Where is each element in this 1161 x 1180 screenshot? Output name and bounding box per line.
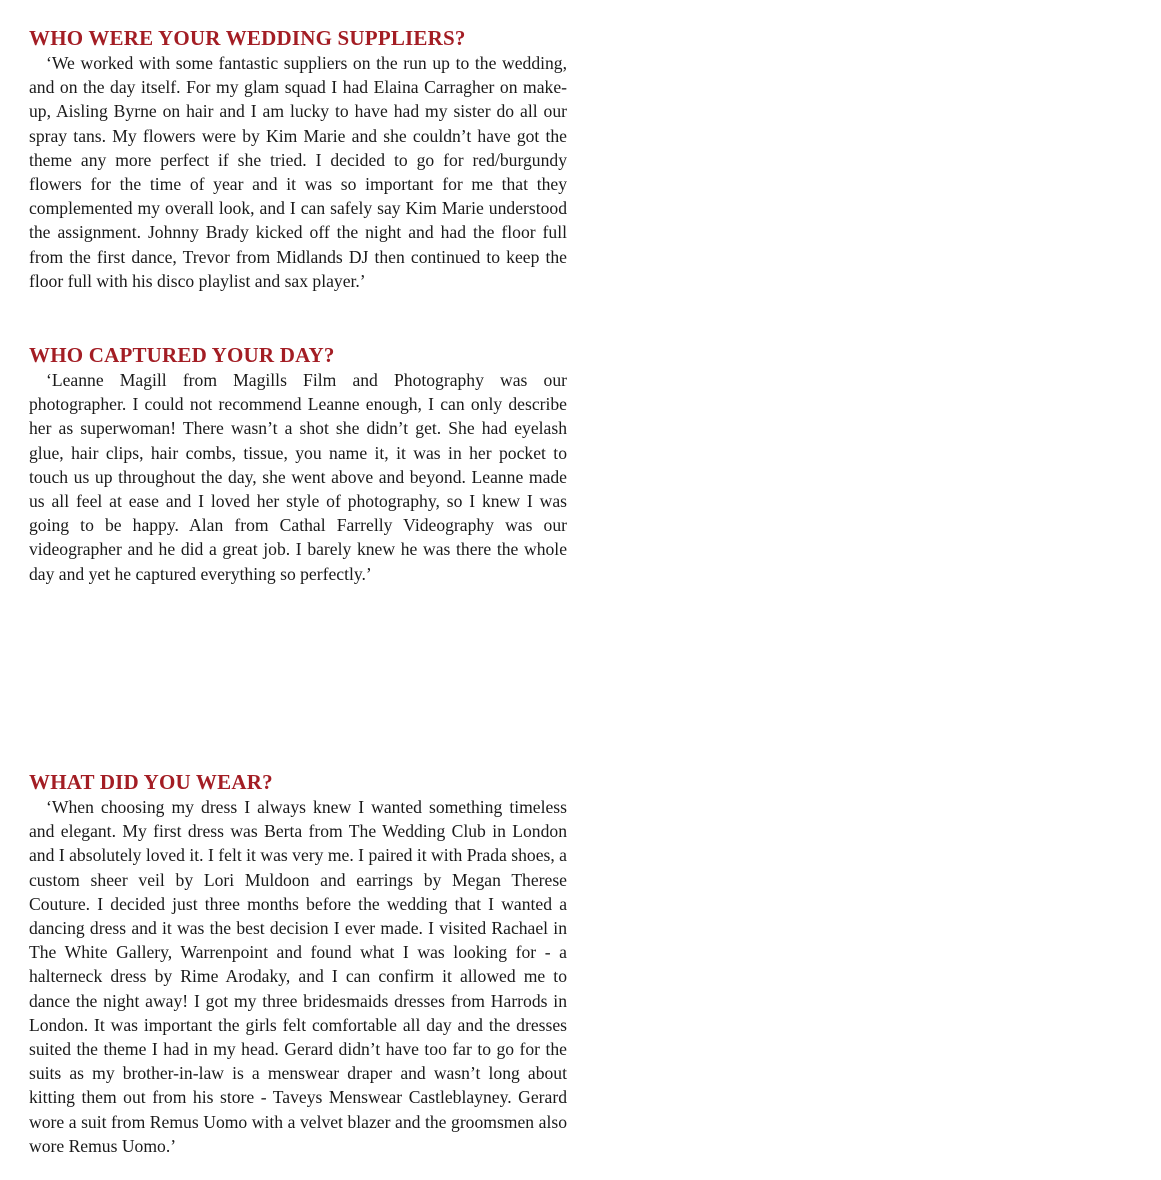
section-heading: WHO CAPTURED YOUR DAY? bbox=[29, 343, 335, 367]
section-body: ‘When choosing my dress I always knew I wanted something timeless and elegant. My first dress was Berta from The Wedding Club in London and I absolutely loved it. I felt it was very me. I paired it with Prada shoes, a custom sheer veil by Lori Muldoon and earrings by Megan Therese Couture. I decided just three months before the wedding that I wanted a dancing dress and it was the best decision I ever made. I visited Rachael in The White Gallery, Warrenpoint and found what I was looking for - a halterneck dress by Rime Arodaky, and I can confirm it allowed me to dance the night away! I got my three bridesmaids dresses from Harrods in London. It was important the girls felt comfortable all day and the dresses suited the theme I had in my head. Gerard didn’t have too far to go for the suits as my brother-in-law is a menswear draper and wasn’t long about kitting them out from his store - Taveys Menswear Castleblayney. Gerard wore a suit from Remus Uomo with a velvet blazer and the groomsmen also wore Remus Uomo.’ bbox=[29, 797, 567, 1156]
section-body: ‘We worked with some fantastic suppliers on the run up to the wedding, and on the day itself. For my glam squad I had Elaina Carragher on make-up, Aisling Byrne on hair and I am lucky to have had my sister do all our spray tans. My flowers were by Kim Marie and she couldn’t have got the theme any more perfect if she tried. I decided to go for red/burgundy flowers for the time of year and it was so important for me that they complemented my overall look, and I can safely say Kim Marie understood the assignment. Johnny Brady kicked off the night and had the floor full from the first dance, Trevor from Midlands DJ then continued to keep the floor full with his disco playlist and sax player.’ bbox=[29, 53, 567, 291]
section-captured-day bbox=[29, 342, 567, 586]
section-what-did-you-wear bbox=[29, 769, 567, 1158]
section-body: ‘Leanne Magill from Magills Film and Photography was our photographer. I could not recommend Leanne enough, I can only describe her as superwoman! There wasn’t a shot she didn’t get. She had eyelash glue, hair clips, hair combs, tissue, you name it, it was in her pocket to touch us up throughout the day, she went above and beyond. Leanne made us all feel at ease and I loved her style of photography, so I knew I was going to be happy. Alan from Cathal Farrelly Videography was our videographer and he did a great job. I barely knew he was there the whole day and yet he captured everything so perfectly.’ bbox=[29, 370, 567, 584]
section-heading: WHO WERE YOUR WEDDING SUPPLIERS? bbox=[29, 26, 466, 50]
section-wedding-suppliers bbox=[29, 25, 567, 293]
section-heading: WHAT DID YOU WEAR? bbox=[29, 770, 273, 794]
